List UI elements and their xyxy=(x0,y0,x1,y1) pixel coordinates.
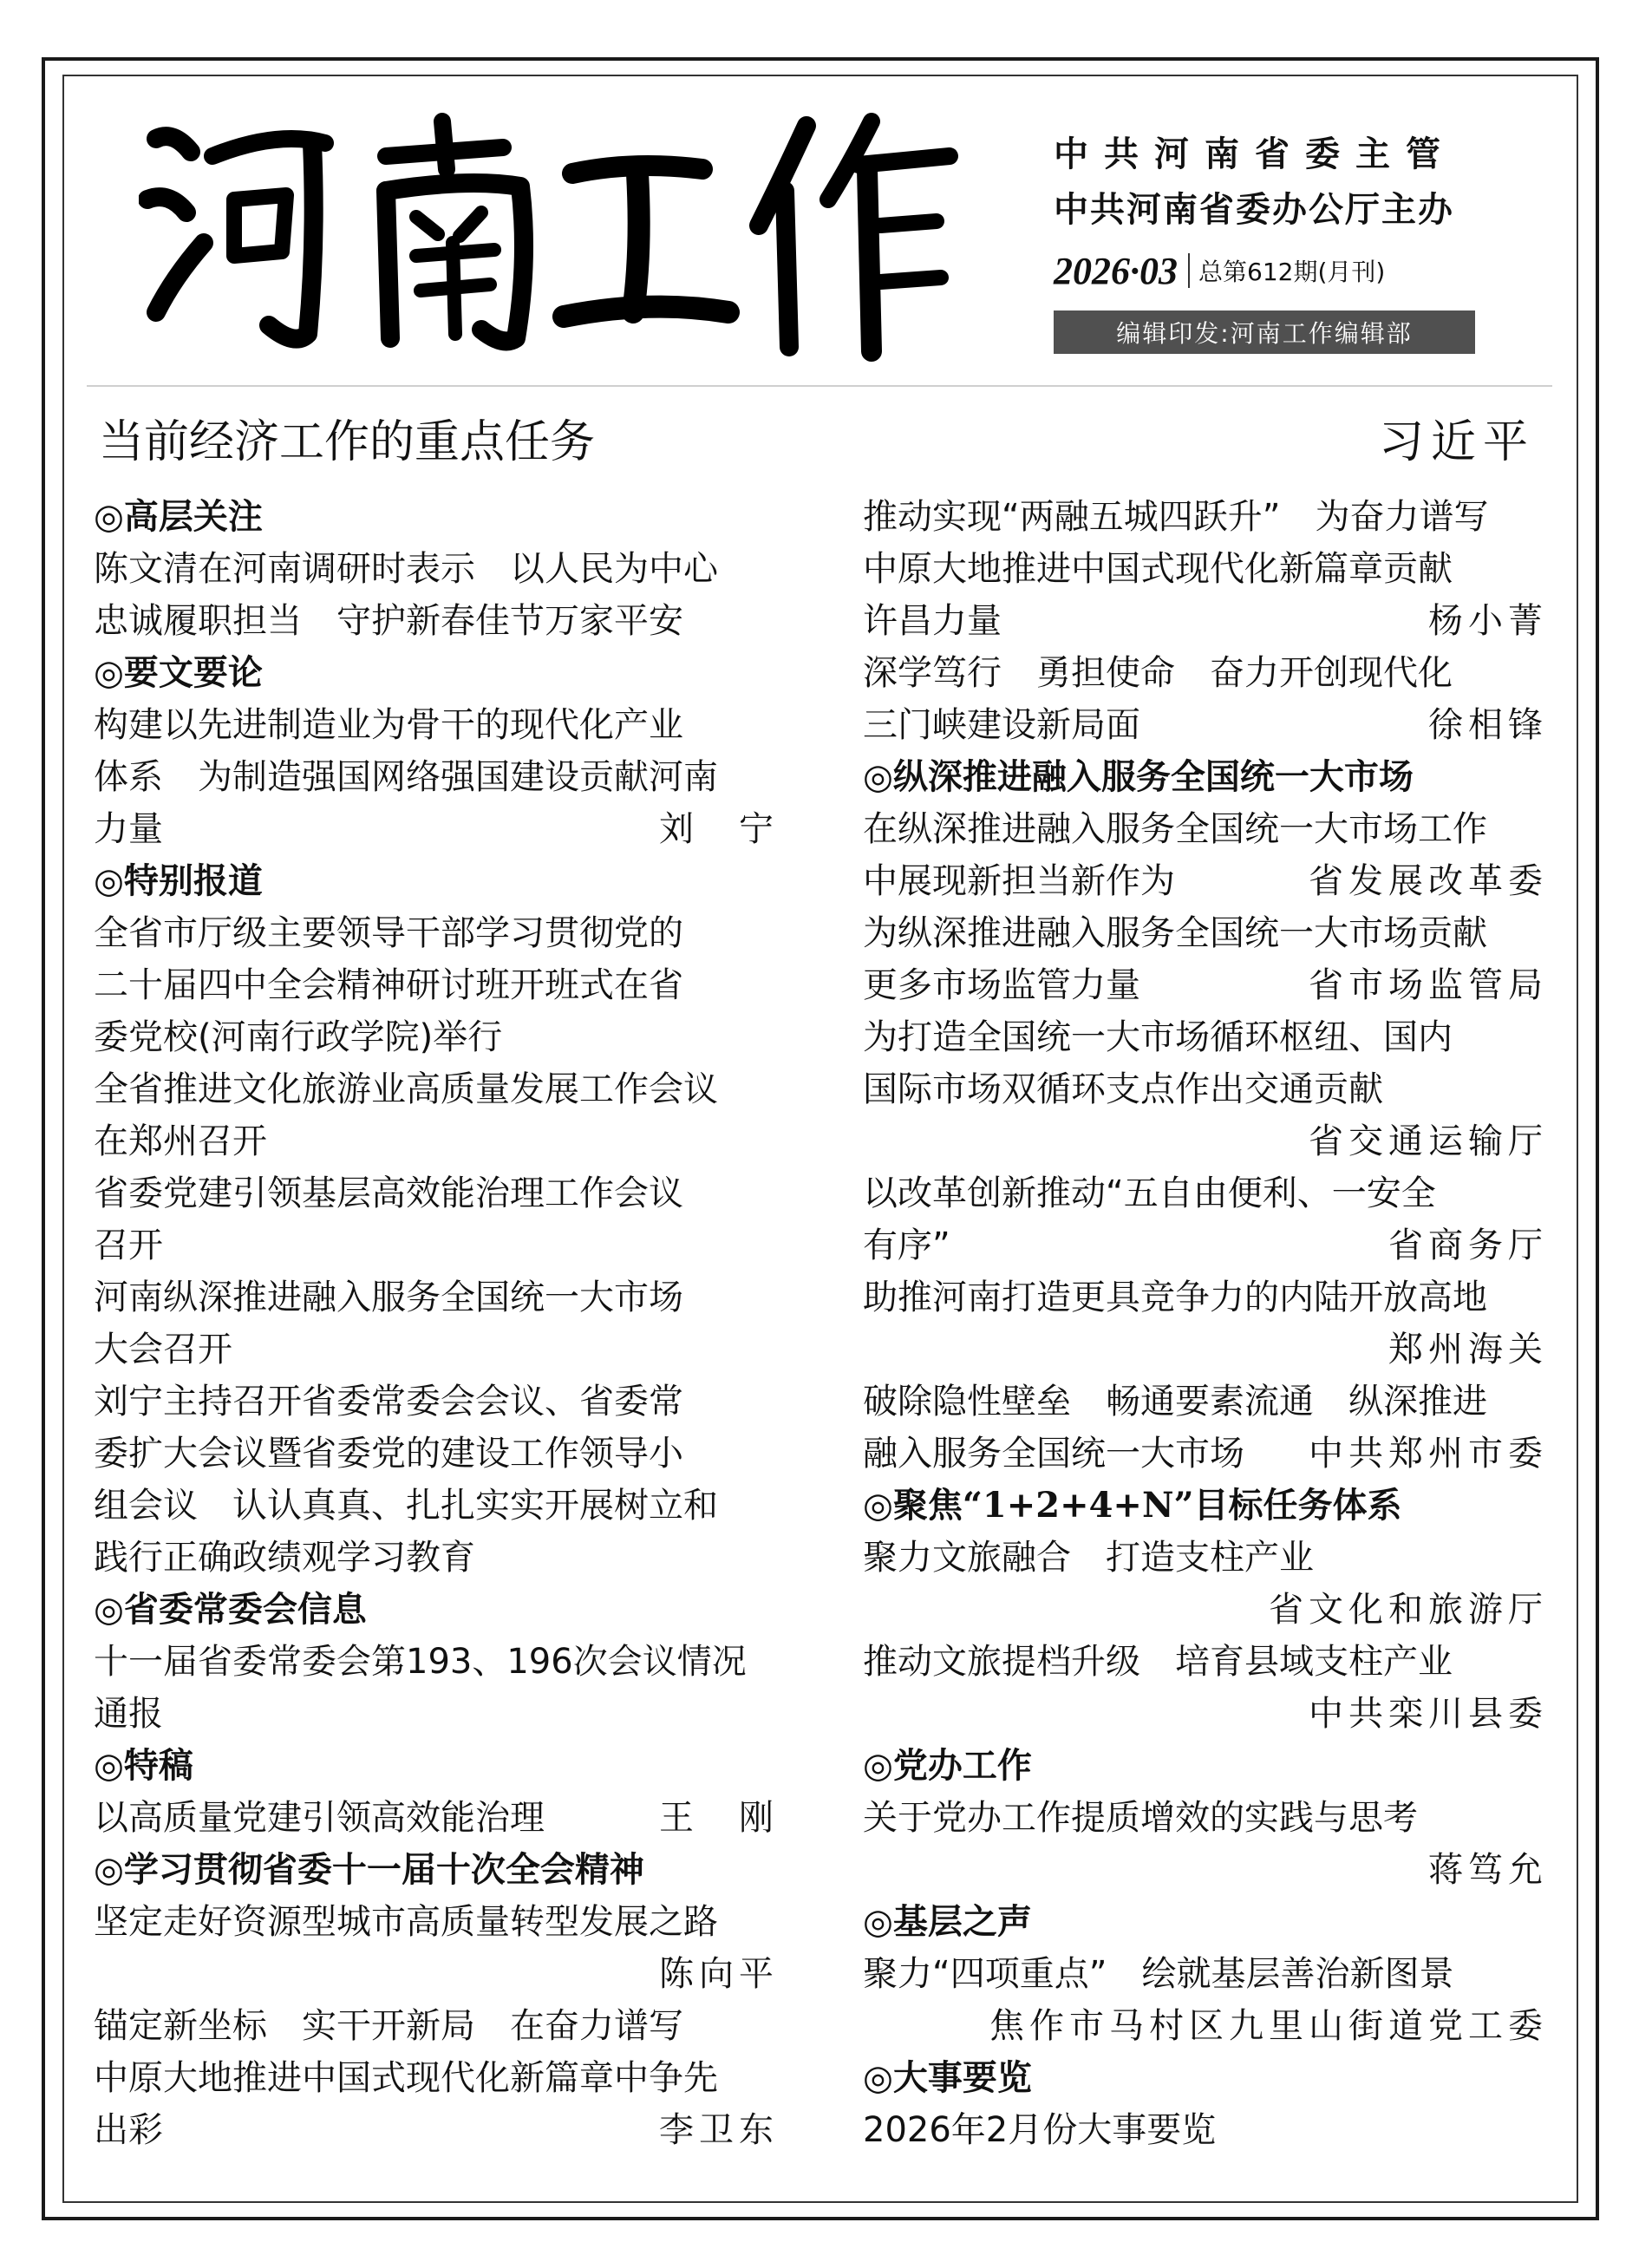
toc-line: 锚定新坐标 实干开新局 在奋力谱写 xyxy=(94,2006,683,2046)
toc-line: 组会议 认认真真、扎扎实实开展树立和 xyxy=(94,1486,718,1526)
sponsor-line: 中共河南省委办公厅主办 xyxy=(1054,189,1454,230)
article-author: 中共郑州市委 xyxy=(1309,1434,1548,1474)
toc-line xyxy=(94,1792,779,1844)
toc-line: 全省推进文化旅游业高质量发展工作会议 xyxy=(94,1069,718,1109)
toc-line: 中原大地推进中国式现代化新篇章贡献 xyxy=(863,549,1453,589)
toc-line: 推动实现“两融五城四跃升” 为奋力谱写 xyxy=(863,497,1489,537)
toc-line: 召开 xyxy=(94,1226,163,1265)
toc-line xyxy=(863,699,1548,751)
toc-line: 体系 为制造强国网络强国建设贡献河南 xyxy=(94,757,718,797)
section-heading: ◎省委常委会信息 xyxy=(94,1589,367,1630)
section-heading: ◎大事要览 xyxy=(863,2057,1032,2098)
article-author: 省发展改革委 xyxy=(1309,861,1548,901)
toc-line: 大会召开 xyxy=(94,1330,232,1369)
toc-line: 全省市厅级主要领导干部学习贯彻党的 xyxy=(94,913,683,953)
toc-line xyxy=(94,2104,779,2156)
toc-left-column xyxy=(94,491,779,2156)
editor-bar: 编辑印发:河南工作编辑部 xyxy=(1054,310,1475,354)
masthead-calligraphy xyxy=(139,104,971,364)
toc-line: 刘宁主持召开省委常委会会议、省委常 xyxy=(94,1382,683,1422)
toc-line: 构建以先进制造业为骨干的现代化产业 xyxy=(94,705,683,745)
toc-line: 深学笃行 勇担使命 奋力开创现代化 xyxy=(863,653,1453,693)
toc-line xyxy=(94,803,779,855)
toc-line: 坚定走好资源型城市高质量转型发展之路 xyxy=(94,1902,718,1942)
issue-row xyxy=(1054,245,1505,297)
toc-line: 推动文旅提档升级 培育县域支柱产业 xyxy=(863,1642,1453,1682)
toc-line: 以改革创新推动“五自由便利、一安全 xyxy=(863,1173,1436,1213)
article-author: 蒋笃允 xyxy=(1428,1850,1548,1890)
toc-line-text: 以高质量党建引领高效能治理 xyxy=(94,1798,545,1838)
section-heading: ◎特别报道 xyxy=(94,860,263,901)
toc-line: 在纵深推进融入服务全国统一大市场工作 xyxy=(863,809,1487,849)
toc-line-text: 更多市场监管力量 xyxy=(863,965,1140,1005)
article-author: 王 刚 xyxy=(659,1798,779,1838)
total-issue: 总第612期(月刊) xyxy=(1198,258,1386,286)
section-heading: ◎特稿 xyxy=(94,1745,193,1786)
section-heading: ◎学习贯彻省委十一届十次全会精神 xyxy=(94,1849,644,1890)
toc-line: 破除隐性壁垒 畅通要素流通 纵深推进 xyxy=(863,1382,1487,1422)
toc-line: 在郑州召开 xyxy=(94,1121,267,1161)
toc-line: 陈文清在河南调研时表示 以人民为中心 xyxy=(94,549,718,589)
section-heading: ◎聚焦“1+2+4+N”目标任务体系 xyxy=(863,1485,1402,1526)
section-heading: ◎基层之声 xyxy=(863,1901,1032,1942)
article-author: 李卫东 xyxy=(659,2110,779,2150)
toc-line: 中原大地推进中国式现代化新篇章中争先 xyxy=(94,2058,718,2098)
article-author: 中共栾川县委 xyxy=(1309,1694,1548,1734)
toc-line-text: 力量 xyxy=(94,809,163,849)
toc-line: 助推河南打造更具竞争力的内陆开放高地 xyxy=(863,1278,1487,1317)
toc-line: 践行正确政绩观学习教育 xyxy=(94,1538,475,1578)
masthead-info xyxy=(1054,130,1505,354)
toc-right-column xyxy=(863,491,1548,2156)
lead-article-title: 当前经济工作的重点任务 xyxy=(99,416,596,468)
issue-number: 2026·03 xyxy=(1054,249,1178,292)
toc-line-text: 中展现新担当新作为 xyxy=(863,861,1175,901)
toc-line xyxy=(863,855,1548,907)
toc-line xyxy=(863,595,1548,647)
toc-line: 忠诚履职担当 守护新春佳节万家平安 xyxy=(94,601,683,641)
toc-line: 通报 xyxy=(94,1694,163,1734)
toc-line-text: 出彩 xyxy=(94,2110,163,2150)
toc-line: 聚力“四项重点” 绘就基层善治新图景 xyxy=(863,1954,1454,1994)
toc-line-text: 有序” xyxy=(863,1226,950,1265)
article-author: 杨小菁 xyxy=(1428,601,1548,641)
toc-line: 聚力文旅融合 打造支柱产业 xyxy=(863,1538,1314,1578)
toc-line xyxy=(863,959,1548,1011)
toc-line: 河南纵深推进融入服务全国统一大市场 xyxy=(94,1278,683,1317)
lead-article-author: 习近平 xyxy=(1379,416,1536,468)
toc-line: 2026年2月份大事要览 xyxy=(863,2110,1217,2150)
toc-line: 国际市场双循环支点作出交通贡献 xyxy=(863,1069,1383,1109)
toc-line: 为纵深推进融入服务全国统一大市场贡献 xyxy=(863,913,1487,953)
article-author: 郑州海关 xyxy=(1388,1330,1548,1369)
section-heading: ◎党办工作 xyxy=(863,1745,1032,1786)
issue-divider xyxy=(1188,253,1190,288)
supervisor-line: 中共河南省委主管 xyxy=(1054,134,1456,174)
article-author: 省市场监管局 xyxy=(1309,965,1548,1005)
toc-line: 十一届省委常委会第193、196次会议情况 xyxy=(94,1642,747,1682)
section-heading: ◎高层关注 xyxy=(94,496,263,537)
toc-line: 委扩大会议暨省委党的建设工作领导小 xyxy=(94,1434,683,1474)
toc-line: 省委党建引领基层高效能治理工作会议 xyxy=(94,1173,683,1213)
toc-line xyxy=(863,1219,1548,1271)
section-heading: ◎纵深推进融入服务全国统一大市场 xyxy=(863,756,1414,797)
masthead-logo xyxy=(139,104,971,364)
toc-line xyxy=(863,1428,1548,1480)
toc-line-text: 融入服务全国统一大市场 xyxy=(863,1434,1244,1474)
article-author: 陈向平 xyxy=(659,1954,779,1994)
article-author: 焦作市马村区九里山街道党工委 xyxy=(989,2006,1548,2046)
article-author: 省文化和旅游厅 xyxy=(1269,1590,1548,1630)
article-author: 徐相锋 xyxy=(1428,705,1548,745)
article-author: 刘 宁 xyxy=(659,809,779,849)
article-author: 省商务厅 xyxy=(1388,1226,1548,1265)
toc-line: 为打造全国统一大市场循环枢纽、国内 xyxy=(863,1017,1453,1057)
toc-line-text: 许昌力量 xyxy=(863,601,1002,641)
toc-line: 关于党办工作提质增效的实践与思考 xyxy=(863,1798,1418,1838)
article-author: 省交通运输厅 xyxy=(1309,1121,1548,1161)
toc-line-text: 三门峡建设新局面 xyxy=(863,705,1140,745)
header-rule xyxy=(87,385,1552,387)
toc-line: 委党校(河南行政学院)举行 xyxy=(94,1017,503,1057)
section-heading: ◎要文要论 xyxy=(94,652,263,693)
toc-line: 二十届四中全会精神研讨班开班式在省 xyxy=(94,965,683,1005)
